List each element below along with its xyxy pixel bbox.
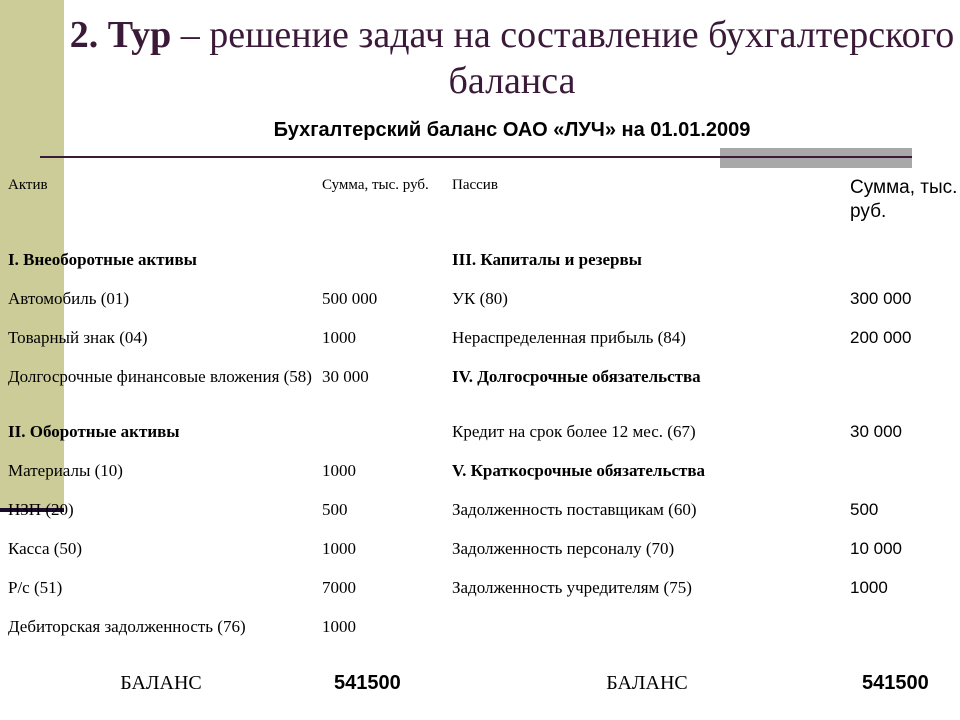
aktiv-cell: Материалы (10)	[8, 461, 123, 480]
passiv-sum-cell: 500	[850, 500, 879, 519]
passiv-sum-cell: 200 000	[850, 328, 912, 347]
passiv-sum-cell: 300 000	[850, 289, 912, 308]
aktiv-cell: Товарный знак (04)	[8, 328, 148, 347]
aktiv-cell: Дебиторская задолженность (76)	[8, 617, 246, 636]
passiv-sum-cell: 10 000	[850, 539, 902, 558]
aktiv-cell: Р/с (51)	[8, 578, 63, 597]
aktiv-sum-cell: 500 000	[322, 289, 378, 308]
passiv-cell	[444, 617, 842, 670]
balance-table	[0, 176, 960, 704]
passiv-sum-cell	[842, 250, 960, 289]
passiv-sum-cell: 30 000	[850, 422, 902, 441]
table-header-row	[0, 176, 960, 250]
balance-left-label: БАЛАНС	[120, 672, 202, 694]
aktiv-sum-cell: 30 000	[322, 367, 369, 386]
title-divider	[40, 156, 912, 158]
slide-title-rest: – решение задач на составление бухгалтерского баланса	[171, 14, 955, 102]
table-row	[0, 250, 960, 289]
passiv-cell: Задолженность поставщикам (60)	[452, 500, 697, 519]
passiv-sum-cell: 1000	[850, 578, 888, 597]
aktiv-cell: II. Оборотные активы	[8, 422, 180, 441]
aktiv-sum-cell: 1000	[322, 539, 356, 558]
table-row	[0, 578, 960, 617]
aktiv-sum-cell: 1000	[322, 328, 356, 347]
passiv-sum-cell	[842, 461, 960, 500]
table-row	[0, 367, 960, 422]
table-row	[0, 422, 960, 461]
passiv-cell: III. Капиталы и резервы	[452, 250, 642, 269]
passiv-cell: Нераспределенная прибыль (84)	[452, 328, 686, 347]
balance-right-value: 541500	[862, 672, 929, 694]
passiv-sum-cell	[842, 617, 960, 670]
passiv-cell: V. Краткосрочные обязательства	[452, 461, 706, 480]
header-passiv: Пассив	[452, 177, 498, 193]
aktiv-sum-cell: 500	[322, 500, 348, 519]
passiv-sum-cell	[842, 367, 960, 422]
balance-footer-row	[0, 670, 960, 704]
aktiv-sum-cell	[314, 250, 444, 289]
balance-right-label: БАЛАНС	[606, 672, 688, 694]
passiv-cell: Задолженность персоналу (70)	[452, 539, 675, 558]
passiv-cell: УК (80)	[452, 289, 508, 308]
table-row	[0, 617, 960, 670]
aktiv-cell: Касса (50)	[8, 539, 83, 558]
header-summa-aktiv: Сумма, тыс. руб.	[322, 177, 429, 193]
table-row	[0, 539, 960, 578]
balance-left-value: 541500	[334, 672, 401, 694]
slide-subtitle: Бухгалтерский баланс ОАО «ЛУЧ» на 01.01.2009	[273, 119, 751, 141]
aktiv-cell: Долгосрочные финансовые вложения (58)	[8, 367, 312, 386]
slide-title-bold: 2. Тур	[69, 14, 172, 56]
passiv-cell: Кредит на срок более 12 мес. (67)	[452, 422, 696, 441]
table-row	[0, 461, 960, 500]
header-summa-passiv: Сумма, тыс. руб.	[850, 177, 958, 222]
aktiv-sum-cell: 7000	[322, 578, 356, 597]
aktiv-sum-cell: 1000	[322, 461, 356, 480]
aktiv-cell: I. Внеоборотные активы	[8, 250, 197, 269]
aktiv-cell: Автомобиль (01)	[8, 289, 130, 308]
header-aktiv: Актив	[8, 177, 48, 193]
passiv-cell: Задолженность учредителям (75)	[452, 578, 692, 597]
slide-title	[64, 12, 960, 104]
table-row	[0, 328, 960, 367]
passiv-cell: IV. Долгосрочные обязательства	[452, 367, 701, 386]
table-row	[0, 289, 960, 328]
aktiv-cell: НЗП (20)	[8, 500, 74, 519]
aktiv-sum-cell: 1000	[322, 617, 356, 636]
table-row	[0, 500, 960, 539]
aktiv-sum-cell	[314, 422, 444, 461]
decorative-grey-bar	[720, 148, 912, 168]
